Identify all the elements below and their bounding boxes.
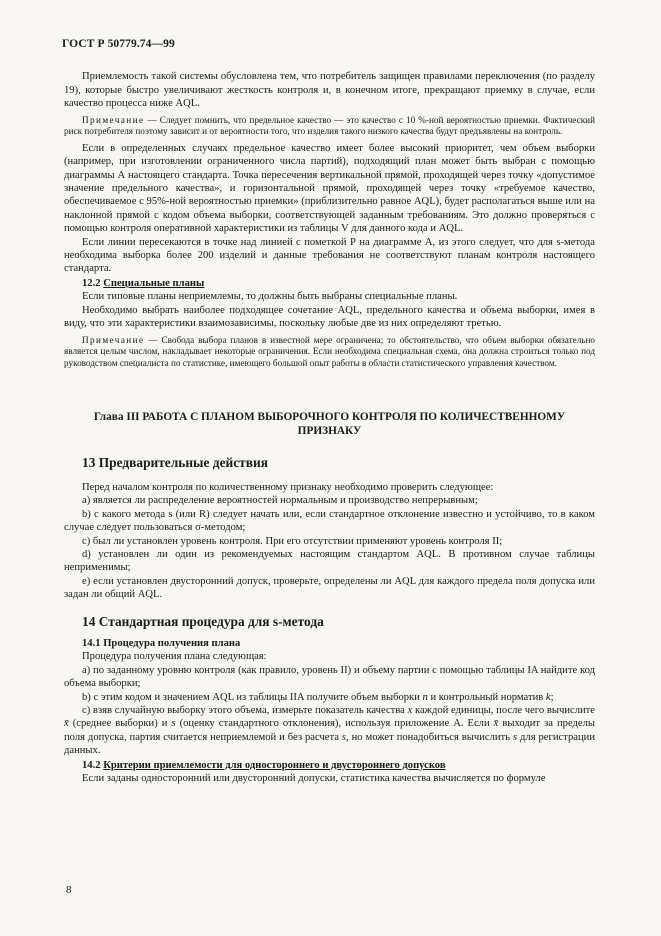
section-heading: 13 Предварительные действия	[82, 455, 268, 471]
note	[64, 335, 595, 370]
subsection-heading: 14.1 Процедура получения плана	[82, 637, 241, 649]
subsection-heading	[64, 759, 595, 772]
text-run: ;	[550, 691, 554, 703]
note	[64, 115, 595, 138]
text-run: и контрольный норматив	[427, 691, 546, 703]
list-item	[64, 691, 595, 704]
list-item: е) если установлен двусторонний допуск, проверьте, определены ли AQL для каждого предела поля допуска или задан ли общий AQL.	[64, 575, 595, 601]
text-run: , но может понадобиться вычислить	[346, 731, 513, 743]
list-item: а) является ли распределение вероятностей нормальным и производство непрерывным;	[82, 495, 478, 507]
text-run: для регистрации данных.	[64, 731, 595, 757]
variable-s: s	[512, 731, 518, 743]
chapter-title: Глава III РАБОТА С ПЛАНОМ ВЫБОРОЧНОГО КОНТРОЛЯ ПО КОЛИЧЕСТВЕННОМУ ПРИЗНАКУ	[93, 411, 566, 437]
variable-x: x	[407, 704, 413, 716]
text-run: каждой единицы, после чего вычислите	[412, 704, 595, 716]
section-heading: 14 Стандартная процедура для s-метода	[82, 613, 324, 629]
paragraph: Если типовые планы неприемлемы, то должны быть выбраны специальные планы.	[82, 291, 458, 303]
paragraph: Процедура получения плана следующая:	[82, 651, 267, 663]
paragraph: Если в определенных случаях предельное качество имеет более высокий приоритет, чем объем выборки (например, при изготовлении ограниченного числа партий), подходящий план может быть выбран с помощью диаграммы А настоящего стандарта. Точка пересечения вертикальной прямой, проходящей через точку «допустимое значение предельного качества», и горизонтальной прямой, проходящей через точку «требуемое качество, обеспечиваемое с 95%-ной вероятностью приемки» (приблизительно равное AQL), будет располагаться выше или на наклонной прямой с кодом объема выборки, соответствующей заданным требованиям. Это должно проверяться с помощью контроля оперативной характеристики из таблицы V для данного кода и AQL.	[64, 142, 595, 235]
variable-xbar: x̄	[493, 718, 499, 730]
list-item: d) установлен ли один из рекомендуемых настоящим стандартом AQL. В противном случае таблицы неприменимы;	[64, 548, 595, 574]
subsection-title: Специальные планы	[103, 277, 205, 289]
page-number: 8	[66, 884, 72, 896]
list-item: а) по заданному уровню контроля (как правило, уровень II) и объему партии с помощью таблицы IA найдите код объема выборки;	[64, 664, 595, 690]
variable-s: s	[341, 731, 347, 743]
subsection-number: 12.2	[82, 277, 101, 289]
variable-xbar: x̄	[64, 718, 69, 730]
text-run: с) взяв случайную выборку этого объема, измерьте показатель качества	[82, 704, 408, 716]
text-run: b) с этим кодом и значением AQL из таблицы IIA получите объем выборки	[82, 691, 423, 703]
paragraph: Приемлемость такой системы обусловлена тем, что потребитель защищен правилами переключения (по разделу 19), которые быстро увеличивают жесткость контроля и, в конечном итоге, прекращают приемку в случае, если качество процесса ниже AQL.	[64, 71, 595, 110]
subsection-number: 14.2	[82, 759, 101, 771]
text-run: выходит за пределы поля допуска, партия считается неприемлемой и без расчета	[64, 718, 596, 743]
note-label: Примечание	[82, 114, 145, 125]
list-item: b) с какого метода s (или R) следует начать или, если стандартное отклонение известно и устойчиво, то в каком случае следует пользоваться σ-методом;	[64, 508, 595, 534]
text-run: (оценку стандартного отклонения), используя приложение А. Если	[175, 718, 494, 730]
variable-s: s	[171, 718, 176, 730]
note-text: — Свобода выбора планов в известной мере ограничена; то обстоятельство, что объем выборки обязательно является целым числом, накладывает некоторые ограничения. Если необходима специальная схема, она должна строиться только под руководством специалиста по статистике, имеющего большой опыт работы в области статистического управления качеством.	[64, 334, 595, 368]
variable-k: k	[545, 691, 551, 703]
subsection-title: Критерии приемлемости для одностороннего и двустороннего допусков	[103, 759, 446, 771]
text-run: (среднее выборки) и	[68, 718, 172, 730]
subsection-heading	[64, 277, 595, 290]
list-item: с) был ли установлен уровень контроля. При его отсутствии применяют уровень контроля II;	[82, 535, 503, 547]
document-header: ГОСТ Р 50779.74—99	[62, 38, 175, 50]
paragraph: Необходимо выбрать наиболее подходящее сочетание AQL, предельного качества и объема выборки, имея в виду, что эти характеристики взаимозависимы, поскольку любые две из них определяют третью.	[64, 304, 595, 330]
note-text: — Следует помнить, что предельное качество — это качество с 10 %-ной вероятностью приемки. Фактический риск потребителя поэтому зависит и от вероятности того, что изделия такого низкого качества будут предъявлены на контроль.	[64, 114, 595, 137]
paragraph: Если заданы односторонний или двусторонний допуски, статистика качества вычисляется по формуле	[82, 773, 546, 784]
paragraph: Если линии пересекаются в точке над линией с пометкой Р на диаграмме А, из этого следует, что для s-метода необходима выборка более 200 изделий и данные требования не соответствуют планам контроля настоящего стандарта.	[64, 236, 595, 275]
paragraph: Перед началом контроля по количественному признаку необходимо проверить следующее:	[82, 481, 494, 493]
list-item	[64, 704, 595, 758]
note-label: Примечание	[82, 334, 145, 345]
variable-n: n	[422, 691, 428, 703]
